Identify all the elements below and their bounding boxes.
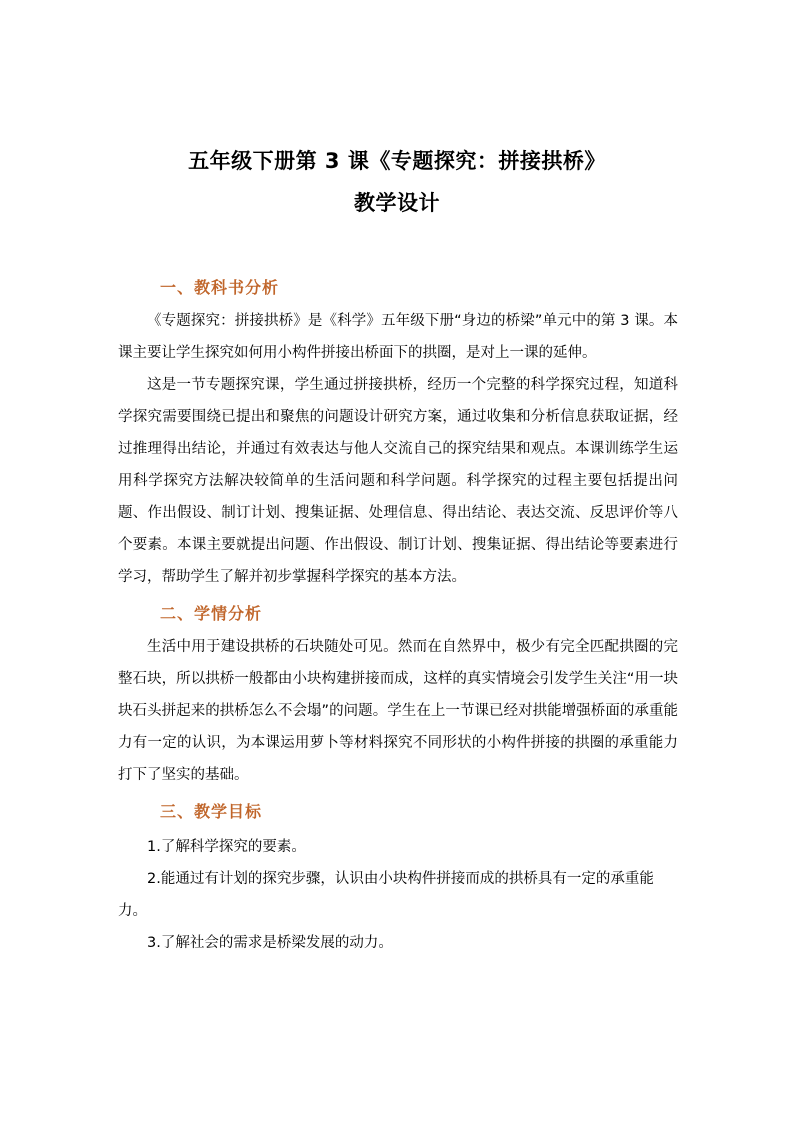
- section-heading-textbook-analysis: 一、教科书分析: [160, 278, 280, 297]
- document-title: 五年级下册第 3 课《专题探究：拼接拱桥》: [188, 149, 606, 173]
- paragraph: 这是一节专题探究课，学生通过拼接拱桥，经历一个完整的科学探究过程，知道科学探究需要围绕已提出和聚焦的问题设计研究方案，通过收集和分析信息获取证据，经过推理得出结论，并通过有效表达与他人交流自己的探究结果和观点。本课训练学生运用科学探究方法解决较简单的生活问题和科学问题。科学探究的过程主要包括提出问题、作出假设、制订计划、搜集证据、处理信息、得出结论、表达交流、反思评价等八个要素。本课主要就提出问题、作出假设、制订计划、搜集证据、得出结论等要素进行学习，帮助学生了解并初步掌握科学探究的基本方法。: [118, 377, 678, 585]
- section-heading-student-analysis: 二、学情分析: [160, 604, 263, 623]
- section-heading-teaching-goals: 三、教学目标: [160, 802, 263, 821]
- document-subtitle: 教学设计: [354, 191, 440, 215]
- list-item: 1.了解科学探究的要素。: [147, 839, 306, 855]
- list-item: 3.了解社会的需求是桥梁发展的动力。: [147, 935, 393, 951]
- list-item: 2.能通过有计划的探究步骤，认识由小块构件拼接而成的拱桥具有一定的承重能力。: [118, 871, 654, 919]
- paragraph: 《专题探究：拼接拱桥》是《科学》五年级下册“身边的桥梁”单元中的第 3 课。本课主要让学生探究如何用小构件拼接出桥面下的拱圈，是对上一课的延伸。: [118, 313, 678, 361]
- paragraph: 生活中用于建设拱桥的石块随处可见。然而在自然界中，极少有完全匹配拱圈的完整石块，所以拱桥一般都由小块构建拼接而成，这样的真实情境会引发学生关注“用一块块石头拼起来的拱桥怎么不会塌”的问题。学生在上一节课已经对拱能增强桥面的承重能力有一定的认识，为本课运用萝卜等材料探究不同形状的小构件拼接的拱圈的承重能力打下了坚实的基础。: [118, 639, 678, 783]
